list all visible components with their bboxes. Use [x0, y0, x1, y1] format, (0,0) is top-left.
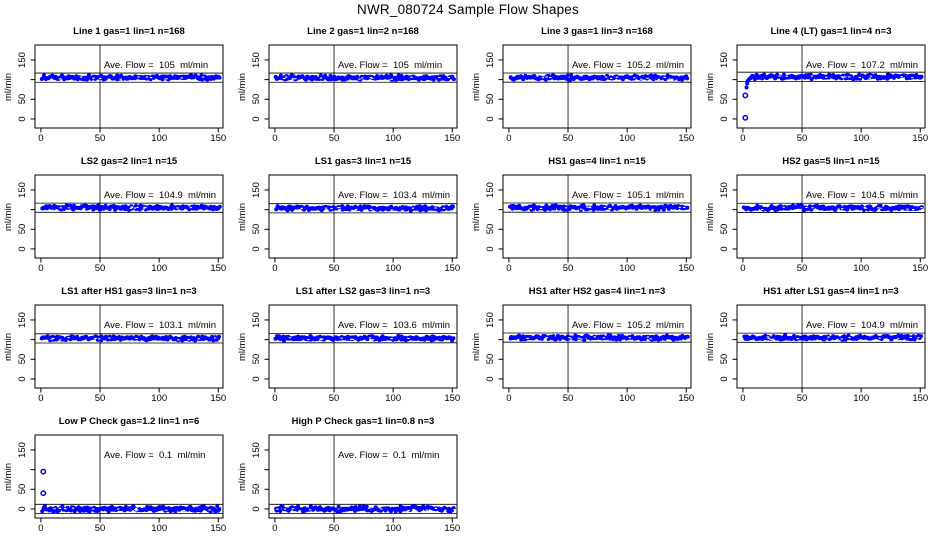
x-tick-label: 100 — [151, 263, 168, 274]
plot-border — [737, 305, 925, 388]
flow-panel — [468, 280, 702, 410]
panel-plot — [234, 20, 468, 150]
reference-lines — [503, 175, 691, 258]
plot-border — [35, 305, 223, 388]
x-tick-label: 0 — [38, 263, 44, 274]
reference-lines — [269, 305, 457, 388]
y-axis-label: ml/min — [471, 72, 482, 101]
y-tick-label: 0 — [719, 246, 730, 252]
plot-border — [503, 305, 691, 388]
x-tick-label: 150 — [444, 393, 461, 404]
flow-panel — [234, 20, 468, 150]
x-tick-label: 0 — [272, 393, 278, 404]
data-points — [40, 73, 222, 82]
reference-lines — [737, 305, 925, 388]
ave-flow-label: Ave. Flow = 105 ml/min — [338, 60, 443, 71]
ave-flow-label: Ave. Flow = 105 ml/min — [104, 60, 209, 71]
x-tick-label: 150 — [444, 263, 461, 274]
ave-flow-label: Ave. Flow = 105.1 ml/min — [572, 190, 685, 201]
y-tick-label: 50 — [251, 354, 262, 365]
x-tick-label: 0 — [506, 393, 512, 404]
plot-border — [503, 45, 691, 128]
x-tick-label: 50 — [796, 133, 808, 144]
y-tick-label: 50 — [17, 484, 28, 495]
reference-lines — [269, 45, 457, 128]
panel-title: HS1 gas=4 lin=1 n=15 — [548, 156, 646, 167]
plot-border — [35, 175, 223, 258]
panel-plot — [0, 410, 234, 540]
panel-title: LS1 gas=3 lin=1 n=15 — [314, 156, 412, 167]
y-tick-label: 0 — [485, 246, 496, 252]
x-tick-label: 150 — [912, 393, 929, 404]
y-tick-label: 150 — [719, 51, 730, 68]
ave-flow-label: Ave. Flow = 104.5 ml/min — [806, 190, 919, 201]
x-tick-label: 0 — [740, 133, 746, 144]
y-axis-label: ml/min — [237, 202, 248, 231]
y-tick-label: 150 — [485, 51, 496, 68]
x-tick-label: 50 — [328, 263, 340, 274]
x-tick-label: 150 — [912, 263, 929, 274]
panel-plot — [234, 410, 468, 540]
x-tick-label: 100 — [619, 263, 636, 274]
panel-title: Line 1 gas=1 lin=1 n=168 — [73, 26, 185, 37]
x-tick-label: 100 — [619, 393, 636, 404]
data-points — [274, 204, 455, 213]
y-axis-label: ml/min — [471, 332, 482, 361]
y-tick-label: 150 — [251, 181, 262, 198]
y-tick-label: 150 — [719, 181, 730, 198]
data-points — [40, 203, 222, 212]
x-tick-label: 0 — [740, 263, 746, 274]
x-tick-label: 50 — [328, 393, 340, 404]
x-tick-label: 0 — [506, 263, 512, 274]
y-tick-label: 50 — [17, 354, 28, 365]
plot-border — [737, 45, 925, 128]
data-points — [742, 333, 923, 342]
plot-border — [35, 45, 223, 128]
x-tick-label: 50 — [328, 523, 340, 534]
page-title: NWR_080724 Sample Flow Shapes — [357, 2, 579, 17]
flow-panel — [468, 20, 702, 150]
data-points — [508, 203, 689, 212]
y-tick-label: 50 — [719, 224, 730, 235]
x-tick-label: 0 — [272, 263, 278, 274]
data-points — [742, 204, 924, 213]
outlier-points — [743, 93, 747, 120]
y-tick-label: 50 — [251, 484, 262, 495]
flow-panel — [0, 20, 234, 150]
panel-title: LS1 after LS2 gas=3 lin=1 n=3 — [295, 286, 431, 297]
x-tick-label: 0 — [272, 133, 278, 144]
ave-flow-label: Ave. Flow = 104.9 ml/min — [104, 190, 217, 201]
flow-panel — [702, 280, 936, 410]
x-tick-label: 50 — [562, 133, 574, 144]
ave-flow-label: Ave. Flow = 105.2 ml/min — [572, 320, 685, 331]
panel-plot — [0, 280, 234, 410]
flow-panel — [234, 410, 468, 540]
x-tick-label: 100 — [151, 133, 168, 144]
x-tick-label: 100 — [385, 133, 402, 144]
y-tick-label: 0 — [17, 246, 28, 252]
ave-flow-label: Ave. Flow = 0.1 ml/min — [104, 450, 206, 461]
data-points — [274, 334, 456, 343]
y-tick-label: 50 — [17, 94, 28, 105]
x-tick-label: 0 — [506, 133, 512, 144]
x-tick-label: 100 — [385, 393, 402, 404]
y-tick-label: 150 — [17, 51, 28, 68]
ave-flow-label: Ave. Flow = 105.2 ml/min — [572, 60, 685, 71]
reference-lines — [35, 175, 223, 258]
plot-border — [269, 175, 457, 258]
x-tick-label: 50 — [328, 133, 340, 144]
reference-lines — [35, 305, 223, 388]
y-axis-label: ml/min — [3, 72, 14, 101]
x-tick-label: 100 — [853, 393, 870, 404]
y-axis-label: ml/min — [471, 202, 482, 231]
data-points — [40, 504, 221, 514]
y-axis-label: ml/min — [705, 332, 716, 361]
flow-panel — [702, 20, 936, 150]
panel-plot — [0, 20, 234, 150]
panel-plot — [234, 150, 468, 280]
outlier-points — [41, 469, 45, 495]
panel-title: HS2 gas=5 lin=1 n=15 — [782, 156, 880, 167]
y-tick-label: 150 — [251, 311, 262, 328]
panel-title: Line 4 (LT) gas=1 lin=4 n=3 — [770, 26, 892, 37]
data-points — [274, 504, 456, 513]
panel-plot — [468, 150, 702, 280]
ave-flow-label: Ave. Flow = 103.4 ml/min — [338, 190, 451, 201]
panel-title: High P Check gas=1 lin=0.8 n=3 — [291, 416, 435, 427]
y-tick-label: 150 — [251, 51, 262, 68]
x-tick-label: 0 — [272, 523, 278, 534]
y-tick-label: 0 — [17, 116, 28, 122]
y-axis-label: ml/min — [237, 332, 248, 361]
ave-flow-label: Ave. Flow = 0.1 ml/min — [338, 450, 440, 461]
y-tick-label: 0 — [17, 376, 28, 382]
y-tick-label: 50 — [251, 94, 262, 105]
y-axis-label: ml/min — [3, 462, 14, 491]
reference-lines — [269, 175, 457, 258]
y-tick-label: 0 — [719, 116, 730, 122]
y-axis-label: ml/min — [237, 462, 248, 491]
x-tick-label: 50 — [94, 393, 106, 404]
flow-panel — [0, 150, 234, 280]
y-axis-label: ml/min — [705, 202, 716, 231]
data-points — [40, 334, 221, 342]
x-tick-label: 100 — [385, 523, 402, 534]
x-tick-label: 0 — [38, 133, 44, 144]
flow-panel — [0, 410, 234, 540]
plot-border — [269, 45, 457, 128]
panel-title: HS1 after HS2 gas=4 lin=1 n=3 — [528, 286, 666, 297]
x-tick-label: 150 — [210, 393, 227, 404]
x-tick-label: 100 — [151, 523, 168, 534]
y-tick-label: 50 — [485, 94, 496, 105]
y-tick-label: 150 — [17, 181, 28, 198]
y-tick-label: 50 — [485, 354, 496, 365]
x-tick-label: 50 — [94, 263, 106, 274]
x-tick-label: 150 — [210, 133, 227, 144]
data-points — [509, 333, 690, 342]
reference-lines — [503, 45, 691, 128]
x-tick-label: 100 — [853, 263, 870, 274]
panel-plot — [0, 150, 234, 280]
flow-panel — [0, 280, 234, 410]
panel-plot — [468, 20, 702, 150]
reference-lines — [737, 175, 925, 258]
y-tick-label: 0 — [251, 506, 262, 512]
x-tick-label: 100 — [151, 393, 168, 404]
y-tick-label: 150 — [719, 311, 730, 328]
y-tick-label: 50 — [719, 94, 730, 105]
panel-plot — [234, 280, 468, 410]
y-tick-label: 50 — [251, 224, 262, 235]
x-tick-label: 150 — [912, 133, 929, 144]
x-tick-label: 100 — [853, 133, 870, 144]
panel-title: LS1 after HS1 gas=3 lin=1 n=3 — [61, 286, 197, 297]
panel-title: Line 2 gas=1 lin=2 n=168 — [307, 26, 419, 37]
x-tick-label: 100 — [385, 263, 402, 274]
y-tick-label: 0 — [251, 116, 262, 122]
ave-flow-label: Ave. Flow = 103.6 ml/min — [338, 320, 451, 331]
panel-plot — [468, 280, 702, 410]
x-tick-label: 50 — [796, 393, 808, 404]
y-axis-label: ml/min — [3, 332, 14, 361]
flow-panel — [468, 150, 702, 280]
reference-lines — [737, 45, 925, 128]
x-tick-label: 150 — [678, 133, 695, 144]
ave-flow-label: Ave. Flow = 104.9 ml/min — [806, 320, 919, 331]
x-tick-label: 150 — [210, 523, 227, 534]
y-tick-label: 50 — [17, 224, 28, 235]
ave-flow-label: Ave. Flow = 107.2 ml/min — [806, 60, 919, 71]
panel-title: Low P Check gas=1.2 lin=1 n=6 — [58, 416, 200, 427]
panel-title: LS2 gas=2 lin=1 n=15 — [80, 156, 178, 167]
flow-panel — [702, 150, 936, 280]
x-tick-label: 50 — [562, 263, 574, 274]
x-tick-label: 50 — [94, 523, 106, 534]
x-tick-label: 150 — [444, 133, 461, 144]
y-tick-label: 0 — [719, 376, 730, 382]
x-tick-label: 50 — [94, 133, 106, 144]
y-tick-label: 150 — [17, 311, 28, 328]
reference-lines — [503, 305, 691, 388]
panel-plot — [702, 20, 936, 150]
data-points — [274, 73, 456, 82]
y-tick-label: 50 — [719, 354, 730, 365]
x-tick-label: 150 — [444, 523, 461, 534]
x-tick-label: 0 — [38, 393, 44, 404]
plot-border — [269, 305, 457, 388]
plot-border — [503, 175, 691, 258]
x-tick-label: 0 — [38, 523, 44, 534]
panel-title: Line 3 gas=1 lin=3 n=168 — [541, 26, 653, 37]
panel-plot — [702, 150, 936, 280]
y-tick-label: 150 — [17, 441, 28, 458]
y-tick-label: 0 — [251, 376, 262, 382]
x-tick-label: 0 — [740, 393, 746, 404]
panel-plot — [702, 280, 936, 410]
y-tick-label: 150 — [485, 181, 496, 198]
plot-border — [737, 175, 925, 258]
y-tick-label: 150 — [251, 441, 262, 458]
x-tick-label: 150 — [210, 263, 227, 274]
x-tick-label: 100 — [619, 133, 636, 144]
panel-title: HS1 after LS1 gas=4 lin=1 n=3 — [763, 286, 899, 297]
x-tick-label: 150 — [678, 393, 695, 404]
y-axis-label: ml/min — [705, 72, 716, 101]
y-tick-label: 0 — [485, 376, 496, 382]
y-axis-label: ml/min — [237, 72, 248, 101]
flow-panel — [234, 280, 468, 410]
data-points — [509, 73, 689, 82]
y-tick-label: 0 — [251, 246, 262, 252]
ave-flow-label: Ave. Flow = 103.1 ml/min — [104, 320, 217, 331]
y-tick-label: 0 — [17, 506, 28, 512]
x-tick-label: 150 — [678, 263, 695, 274]
reference-lines — [35, 45, 223, 128]
flow-panel — [234, 150, 468, 280]
x-tick-label: 50 — [796, 263, 808, 274]
y-axis-label: ml/min — [3, 202, 14, 231]
y-tick-label: 0 — [485, 116, 496, 122]
y-tick-label: 150 — [485, 311, 496, 328]
y-tick-label: 50 — [485, 224, 496, 235]
x-tick-label: 50 — [562, 393, 574, 404]
